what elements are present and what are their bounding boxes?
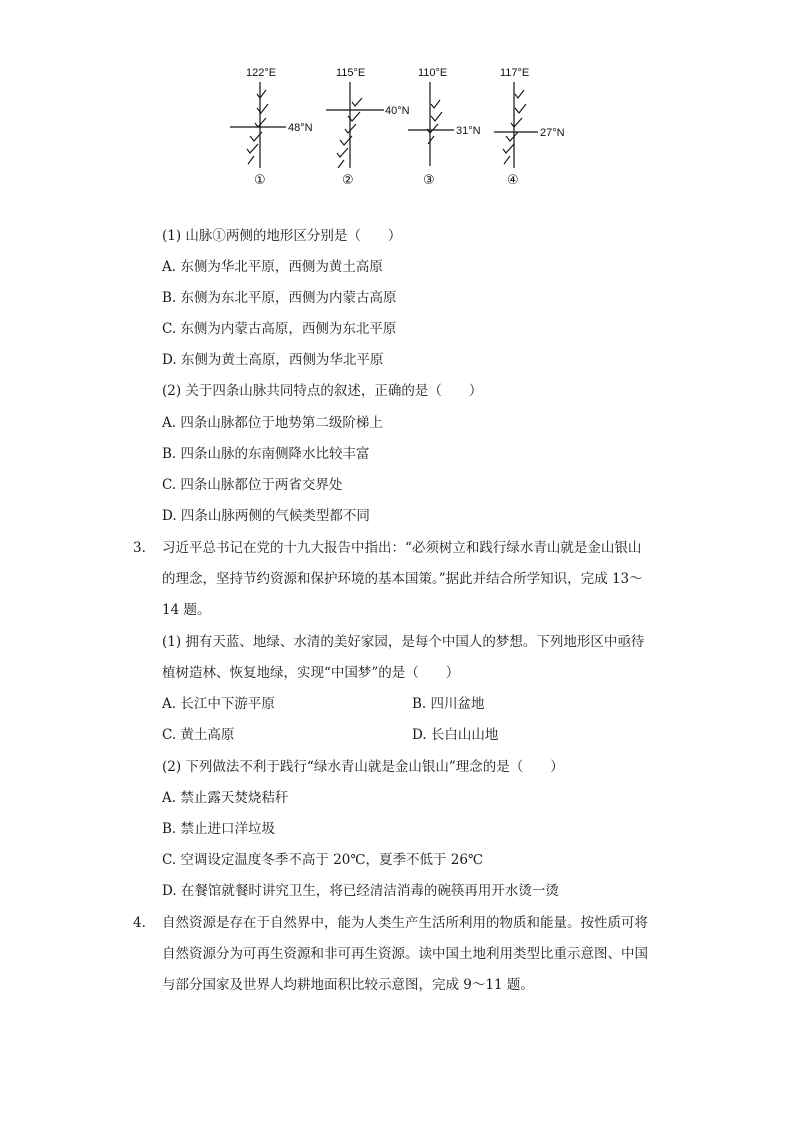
longitude-label-1: 122°E [246,67,277,79]
q3-sub2-option-b[interactable]: B. 禁止进口洋垃圾 [162,821,276,837]
q3-stem-line-2: 的理念，坚持节约资源和保护环境的基本国策。”据此并结合所学知识，完成 13～ [162,571,643,587]
mountain-ranges-figure [222,60,582,190]
q3-sub2-stem: (2) 下列做法不利于践行“绿水青山就是金山银山”理念的是（ ） [162,759,564,775]
q2-sub2-option-c[interactable]: C. 四条山脉都位于两省交界处 [162,477,343,493]
q4-stem-line-1: 自然资源是存在于自然界中，能为人类生产生活所利用的物质和能量。按性质可将 [162,915,648,931]
q2-sub1-option-d[interactable]: D. 东侧为黄土高原，西侧为华北平原 [162,352,384,368]
q3-number: 3. [133,540,146,556]
q3-sub2-option-c[interactable]: C. 空调设定温度冬季不高于 20℃，夏季不低于 26℃ [162,852,484,868]
q3-stem-line-3: 14 题。 [162,602,211,618]
longitude-label-2: 115°E [336,67,366,79]
q2-sub1-stem: (1) 山脉①两侧的地形区分别是（ ） [162,228,402,244]
q3-sub1-stem-line-1: (1) 拥有天蓝、地绿、水清的美好家园，是每个中国人的梦想。下列地形区中亟待 [162,634,645,650]
q4-stem-line-3: 与部分国家及世界人均耕地面积比较示意图，完成 9～11 题。 [162,977,534,993]
panel-number-3: ③ [423,173,435,188]
latitude-label-1: 48°N [288,122,313,134]
q3-sub1-option-a[interactable]: A. 长江中下游平原 [162,696,275,712]
q3-stem-line-1: 习近平总书记在党的十九大报告中指出：“必须树立和践行绿水青山就是金山银山 [162,540,642,556]
q2-sub1-option-b[interactable]: B. 东侧为东北平原，西侧为内蒙古高原 [162,290,397,306]
panel-2 [326,67,410,188]
longitude-label-3: 110°E [418,67,448,79]
latitude-label-2: 40°N [385,105,410,117]
panel-4 [494,67,565,188]
q3-sub2-option-d[interactable]: D. 在餐馆就餐时讲究卫生，将已经清洁消毒的碗筷再用开水烫一烫 [162,883,559,899]
longitude-label-4: 117°E [500,67,530,79]
latitude-label-3: 31°N [456,125,481,137]
q3-sub1-option-c[interactable]: C. 黄土高原 [162,727,235,743]
q2-sub2-option-d[interactable]: D. 四条山脉两侧的气候类型都不同 [162,508,370,524]
q2-sub2-stem: (2) 关于四条山脉共同特点的叙述，正确的是（ ） [162,383,483,399]
panel-number-1: ① [254,173,266,188]
latitude-label-4: 27°N [540,127,565,139]
panel-3 [408,67,481,188]
q3-sub1-stem-line-2: 植树造林、恢复地绿，实现“中国梦”的是（ ） [162,665,460,681]
q2-sub1-option-a[interactable]: A. 东侧为华北平原，西侧为黄土高原 [162,259,383,275]
panel-number-4: ④ [507,173,519,188]
q2-sub1-option-c[interactable]: C. 东侧为内蒙古高原，西侧为东北平原 [162,321,397,337]
q4-number: 4. [133,915,146,931]
mountain-ranges-svg [222,60,582,190]
q3-sub1-option-d[interactable]: D. 长白山山地 [412,727,499,743]
mountain-symbol-3 [427,100,442,144]
q3-sub1-option-b[interactable]: B. 四川盆地 [412,696,485,712]
panel-number-2: ② [342,173,354,188]
q3-sub2-option-a[interactable]: A. 禁止露天焚烧秸秆 [162,790,289,806]
q2-sub2-option-a[interactable]: A. 四条山脉都位于地势第二级阶梯上 [162,415,383,431]
q2-sub2-option-b[interactable]: B. 四条山脉的东南侧降水比较丰富 [162,446,370,462]
q4-stem-line-2: 自然资源分为可再生资源和非可再生资源。读中国土地利用类型比重示意图、中国 [162,946,648,962]
panel-1 [230,67,313,188]
